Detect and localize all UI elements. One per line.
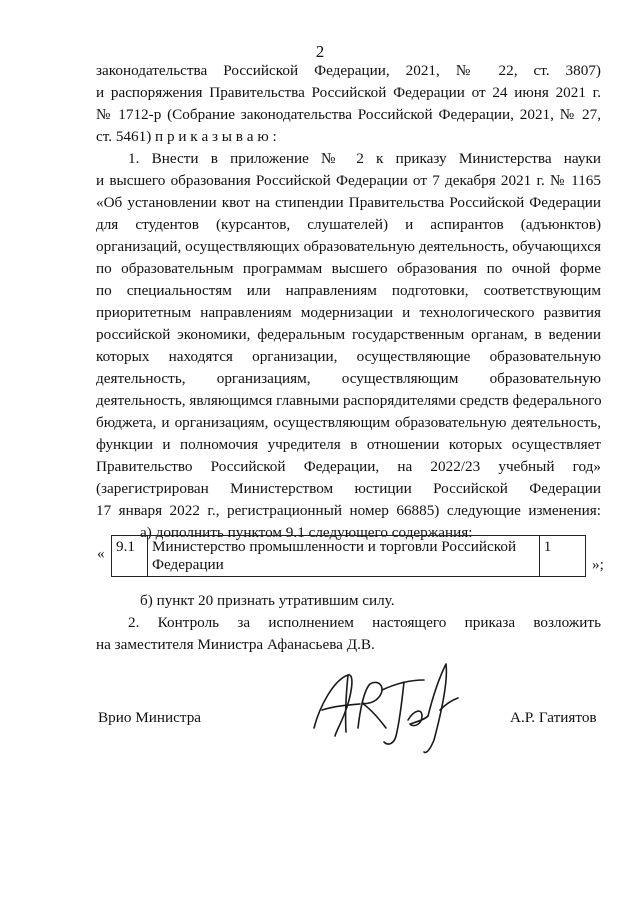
body-line: 2. Контроль за исполнением настоящего приказа возложить: [128, 614, 601, 631]
body-line: № 1712-р (Собрание законодательства Российской Федерации, 2021, № 27,: [96, 106, 601, 123]
body-line: законодательства Российской Федерации, 2021, № 22, ст. 3807): [96, 62, 601, 79]
body-line: приоритетным направлениям модернизации и технологического развития: [96, 304, 601, 321]
open-quote: «: [97, 545, 105, 562]
body-line: функции и полномочия учредителя в отношении которых осуществляет: [96, 436, 601, 453]
table-cell-name: Министерство промышленности и торговли Российской Федерации: [147, 536, 539, 577]
body-line: для студентов (курсантов, слушателей) и аспирантов (адъюнктов): [96, 216, 601, 233]
body-line: 1. Внести в приложение № 2 к приказу Министерства науки: [128, 150, 601, 167]
body-line: б) пункт 20 признать утратившим силу.: [140, 592, 395, 609]
body-line: 17 января 2022 г., регистрационный номер 66885) следующие изменения:: [96, 502, 601, 519]
body-line: деятельность, организациям, осуществляющим образовательную: [96, 370, 601, 387]
body-line: бюджета, и организациям, осуществляющим образовательную деятельность,: [96, 414, 601, 431]
body-line: Правительство Российской Федерации, на 2022/23 учебный год»: [96, 458, 601, 475]
table-cell-number: 9.1: [112, 536, 148, 577]
body-line: (зарегистрирован Министерством юстиции Российской Федерации: [96, 480, 601, 497]
body-line: а) дополнить пунктом 9.1 следующего содержания:: [140, 524, 473, 541]
body-line: ст. 5461) п р и к а з ы в а ю :: [96, 128, 277, 145]
amendment-table: [111, 535, 586, 577]
body-line: российской экономики, федеральным государственным органам, в ведении: [96, 326, 601, 343]
body-line: которых находятся организации, осуществляющие образовательную: [96, 348, 601, 365]
body-line: по образовательным программам высшего образования по очной форме: [96, 260, 601, 277]
table-cell-quota: 1: [539, 536, 585, 577]
body-line: деятельность, являющимся главными распорядителями средств федерального: [96, 392, 602, 409]
body-line: и высшего образования Российской Федерации от 7 декабря 2021 г. № 1165: [96, 172, 601, 189]
close-quote: »;: [592, 556, 604, 573]
handwritten-signature: [300, 650, 470, 760]
body-line: на заместителя Министра Афанасьева Д.В.: [96, 636, 375, 653]
body-line: и распоряжения Правительства Российской Федерации от 24 июня 2021 г.: [96, 84, 601, 101]
body-line: по специальностям или направлениям подготовки, соответствующим: [96, 282, 601, 299]
signatory-name: А.Р. Гатиятов: [510, 709, 597, 726]
table-row: [112, 536, 586, 577]
page-number: 2: [315, 42, 325, 61]
body-line: организаций, осуществляющих образовательную деятельность, обучающихся: [96, 238, 601, 255]
signatory-role: Врио Министра: [98, 709, 202, 726]
body-line: «Об установлении квот на стипендии Правительства Российской Федерации: [96, 194, 601, 211]
